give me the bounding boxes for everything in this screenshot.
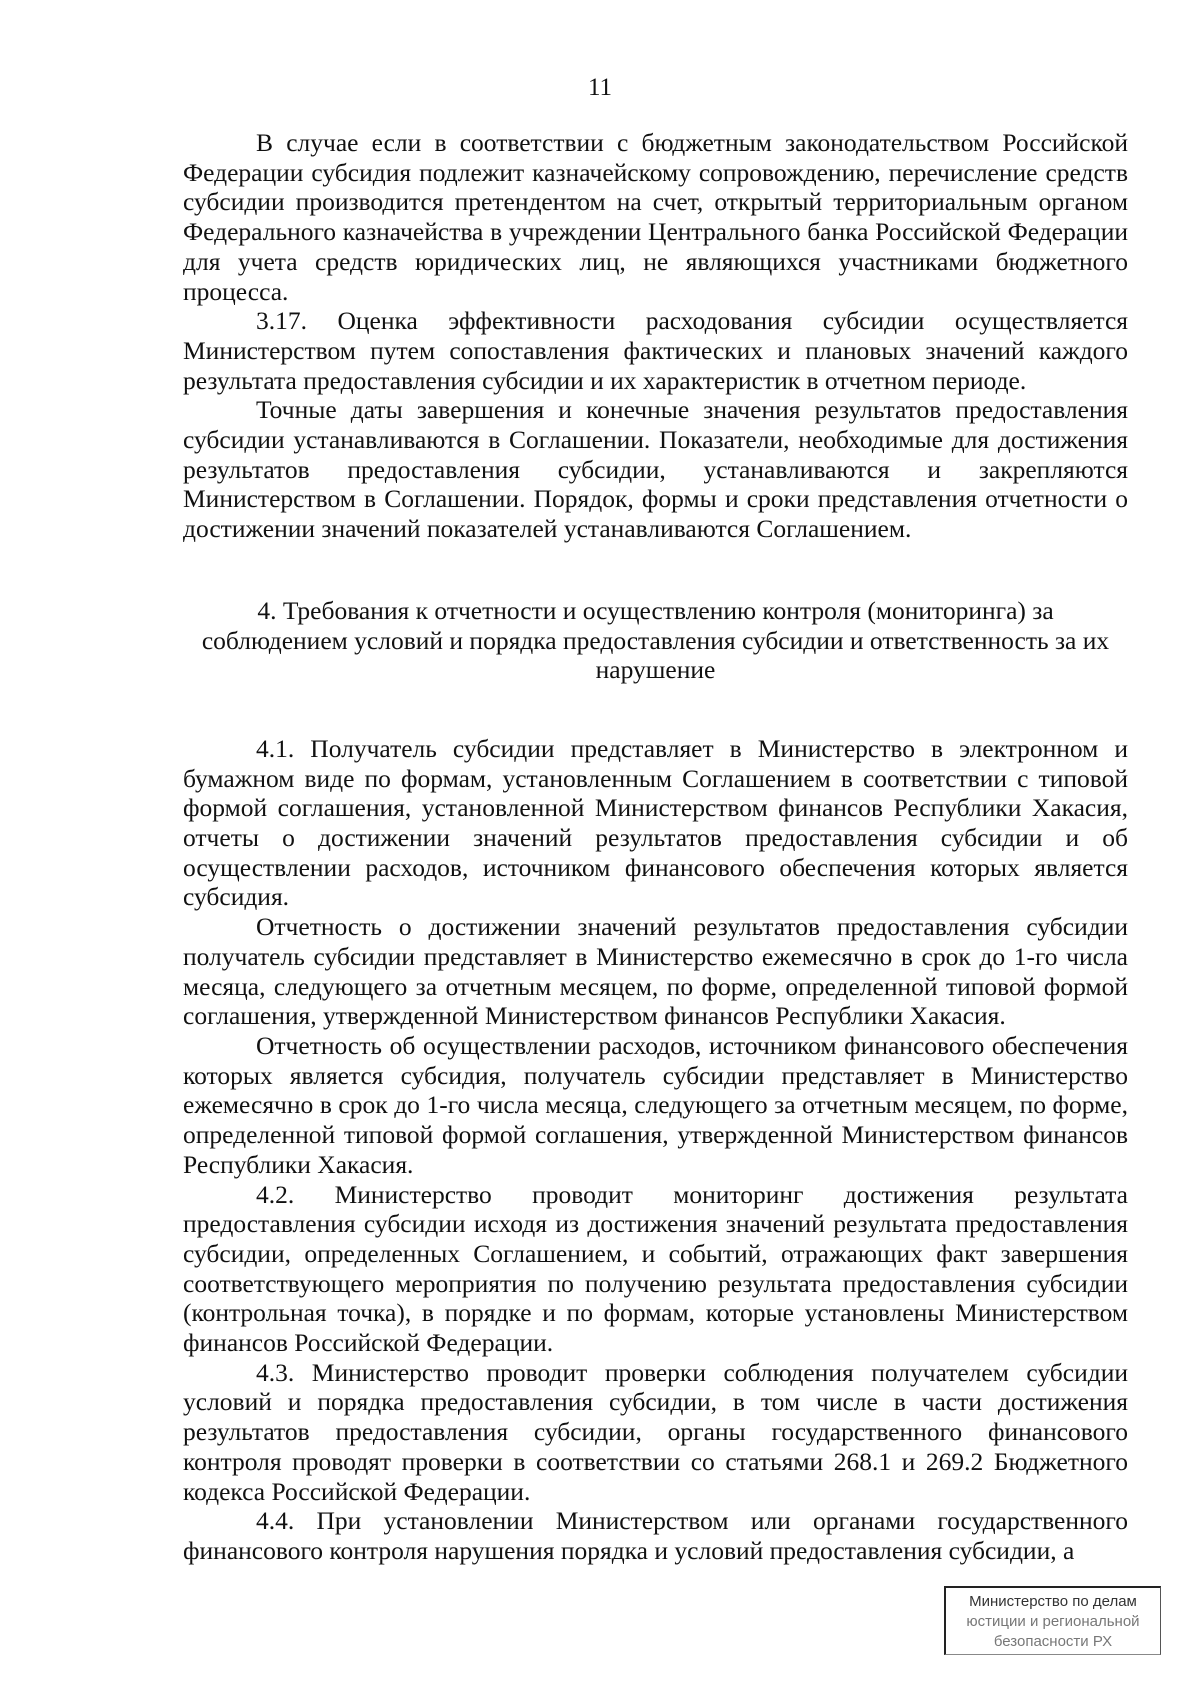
stamp-line-2: юстиции и региональной <box>966 1613 1140 1630</box>
stamp-line-1: Министерство по делам <box>969 1593 1137 1610</box>
paragraph-treasury-support: В случае если в соответствии с бюджетным законодательством Российской Федерации субсидия подлежит казначейскому сопровождению, перечисление средств субсидии производится претендентом на счет, открытый территориальным органом Федерального казначейства в учреждении Центрального банка Российской Федерации для учета средств юридических лиц, не являющихся участниками бюджетного процесса. <box>183 128 1128 306</box>
stamp-line-3: безопасности РХ <box>993 1633 1113 1650</box>
paragraph-expense-reporting: Отчетность об осуществлении расходов, источником финансового обеспечения которых является субсидия, получатель субсидии представляет в Министерство ежемесячно в срок до 1-го числа месяца, следующего за отчетным месяцем, по форме, определенной типовой формой соглашения, утвержденной Министерством финансов Республики Хакасия. <box>183 1030 1128 1179</box>
paragraph-4-4: 4.4. При установлении Министерством или органами государственного финансового контроля нарушения порядка и условий предоставления субсидии, а <box>183 1506 1128 1565</box>
paragraph-3-17: 3.17. Оценка эффективности расходования субсидии осуществляется Министерством путем сопоставления фактических и плановых значений каждого результата предоставления субсидии и их характеристик в отчетном периоде. <box>183 306 1128 395</box>
paragraph-4-2: 4.2. Министерство проводит мониторинг достижения результата предоставления субсидии исходя из достижения значений результата предоставления субсидии, определенных Соглашением, и событий, отражающих факт завершения соответствующего мероприятия по получению результата предоставления субсидии (контрольная точка), в порядке и по формам, которые установлены Министерством финансов Российской Федерации. <box>183 1179 1128 1358</box>
ministry-stamp <box>944 1586 1161 1655</box>
document-body <box>183 128 1128 1566</box>
section-heading-4: 4. Требования к отчетности и осуществлению контроля (мониторинга) за соблюдением условий и порядка предоставления субсидии и ответственность за их нарушение <box>201 595 1110 685</box>
paragraph-4-3: 4.3. Министерство проводит проверки соблюдения получателем субсидии условий и порядка предоставления субсидии, в том числе в части достижения результатов предоставления субсидии, органы государственного финансового контроля проводят проверки в соответствии со статьями 268.1 и 269.2 Бюджетного кодекса Российской Федерации. <box>183 1357 1128 1506</box>
paragraph-4-1: 4.1. Получатель субсидии представляет в Министерство в электронном и бумажном виде по формам, установленным Соглашением в соответствии с типовой формой соглашения, установленной Министерством финансов Республики Хакасия, отчеты о достижении значений результатов предоставления субсидии и об осуществлении расходов, источником финансового обеспечения которых является субсидия. <box>183 733 1128 912</box>
page-number: 11 <box>587 74 613 101</box>
paragraph-results-reporting: Отчетность о достижении значений результатов предоставления субсидии получатель субсидии представляет в Министерство ежемесячно в срок до 1-го числа месяца, следующего за отчетным месяцем, по форме, определенной типовой формой соглашения, утвержденной Министерством финансов Республики Хакасия. <box>183 912 1128 1031</box>
paragraph-results-dates: Точные даты завершения и конечные значения результатов предоставления субсидии устанавливаются в Соглашении. Показатели, необходимые для достижения результатов предоставления субсидии, устанавливаются и закрепляются Министерством в Соглашении. Порядок, формы и сроки представления отчетности о достижении значений показателей устанавливаются Соглашением. <box>183 395 1128 544</box>
